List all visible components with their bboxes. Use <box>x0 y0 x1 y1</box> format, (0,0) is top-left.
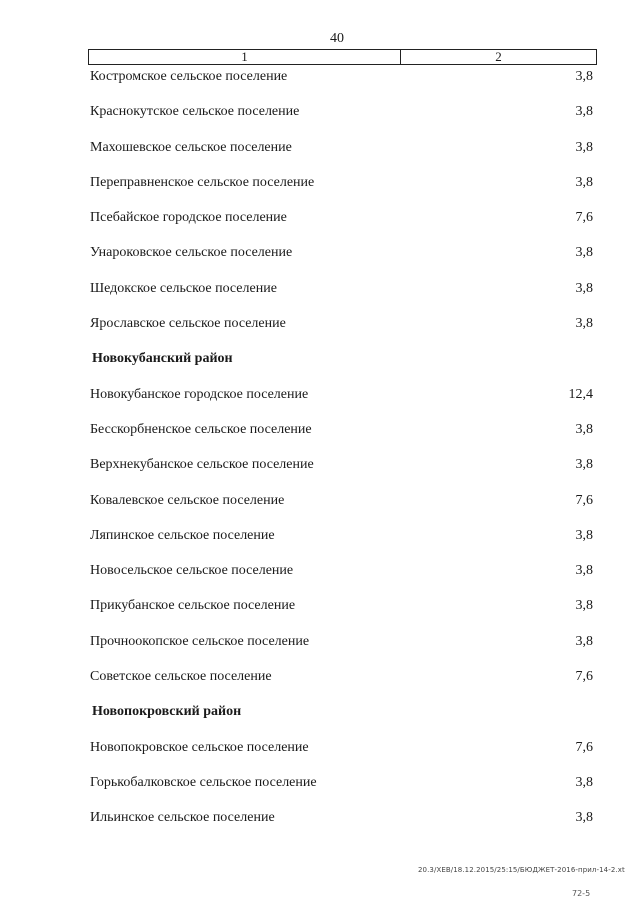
table-row <box>90 204 595 239</box>
page-mark: 72-5 <box>572 889 591 898</box>
table-row <box>90 734 595 769</box>
row-value: 3,8 <box>575 810 593 826</box>
row-value: 3,8 <box>575 139 593 155</box>
row-name: Шедокское сельское поселение <box>90 280 277 296</box>
row-value: 3,8 <box>575 316 593 332</box>
row-value: 3,8 <box>575 69 593 84</box>
table-row <box>90 522 595 557</box>
row-name: Унароковское сельское поселение <box>90 245 293 261</box>
row-value: 3,8 <box>575 245 593 261</box>
row-value: 3,8 <box>575 421 593 437</box>
row-value: 3,8 <box>575 633 593 649</box>
table-row <box>90 134 595 169</box>
row-name: Прикубанское сельское поселение <box>90 598 296 614</box>
row-name: Верхнекубанское сельское поселение <box>90 457 314 473</box>
row-name: Псебайское городское поселение <box>90 210 287 226</box>
row-value: 3,8 <box>575 774 593 790</box>
row-name: Новопокровское сельское поселение <box>90 739 309 755</box>
row-value: 7,6 <box>575 210 593 226</box>
row-name: Ярославское сельское поселение <box>90 316 286 332</box>
row-name: Горькобалковское сельское поселение <box>90 774 317 790</box>
table-row <box>90 769 595 804</box>
row-value: 3,8 <box>575 527 593 543</box>
table-row <box>90 169 595 204</box>
row-name: Советское сельское поселение <box>90 669 272 685</box>
row-name: Костромское сельское поселение <box>90 69 288 84</box>
row-value: 3,8 <box>575 174 593 190</box>
table-row <box>90 663 595 698</box>
district-name: Новопокровский район <box>92 704 242 720</box>
table-row <box>90 451 595 486</box>
table-row <box>90 487 595 522</box>
row-value: 3,8 <box>575 563 593 579</box>
district-heading <box>90 345 595 380</box>
row-value: 3,8 <box>575 104 593 120</box>
table-body <box>90 63 595 840</box>
row-name: Новокубанское городское поселение <box>90 386 309 402</box>
page-number: 40 <box>330 31 344 46</box>
document-stamp: 20.3/ХЕВ/18.12.2015/25:15/БЮДЖЕТ-2016-прил-14-2.xt <box>418 866 625 874</box>
row-name: Ляпинское сельское поселение <box>90 527 275 543</box>
table-row <box>90 416 595 451</box>
table-row <box>90 275 595 310</box>
row-value: 7,6 <box>575 669 593 685</box>
row-value: 7,6 <box>575 492 593 508</box>
row-name: Прочноокопское сельское поселение <box>90 633 310 649</box>
row-name: Новосельское сельское поселение <box>90 563 294 579</box>
column-header-2: 2 <box>495 49 502 64</box>
row-value: 3,8 <box>575 280 593 296</box>
row-value: 3,8 <box>575 457 593 473</box>
row-name: Ковалевское сельское поселение <box>90 492 285 508</box>
table-row <box>90 557 595 592</box>
table-row <box>90 804 595 839</box>
row-name: Ильинское сельское поселение <box>90 810 275 826</box>
row-name: Переправненское сельское поселение <box>90 174 315 190</box>
district-name: Новокубанский район <box>92 351 233 367</box>
row-value: 12,4 <box>568 386 593 402</box>
column-header-1: 1 <box>89 50 401 64</box>
table-row <box>90 98 595 133</box>
row-value: 3,8 <box>575 598 593 614</box>
row-value: 7,6 <box>575 739 593 755</box>
table-row <box>90 63 595 98</box>
table-row <box>90 628 595 663</box>
table-row <box>90 310 595 345</box>
row-name: Бесскорбненское сельское поселение <box>90 421 312 437</box>
table-row <box>90 239 595 274</box>
table-row <box>90 381 595 416</box>
district-heading <box>90 698 595 733</box>
row-name: Краснокутское сельское поселение <box>90 104 300 120</box>
row-name: Махошевское сельское поселение <box>90 139 292 155</box>
table-row <box>90 592 595 627</box>
